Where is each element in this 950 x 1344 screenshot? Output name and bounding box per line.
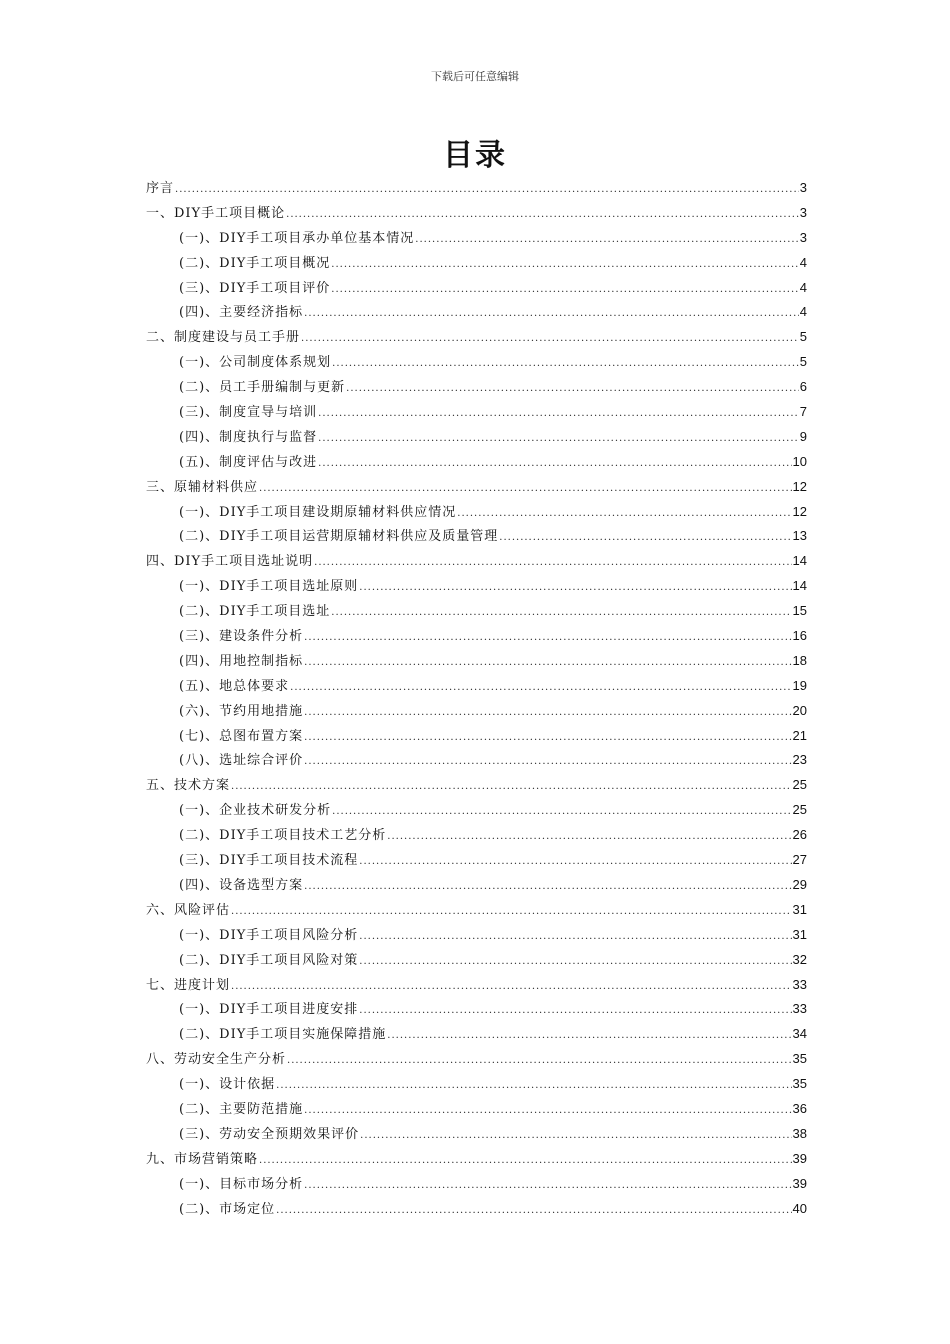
toc-dot-leader bbox=[359, 849, 791, 874]
toc-entry-page: 5 bbox=[799, 354, 807, 370]
toc-entry[interactable] bbox=[146, 350, 807, 375]
toc-dot-leader bbox=[304, 1173, 791, 1198]
toc-dot-leader bbox=[387, 1023, 791, 1048]
toc-entry-title: 七、进度计划 bbox=[146, 977, 231, 993]
toc-entry-page: 10 bbox=[792, 453, 807, 469]
toc-dot-leader bbox=[304, 700, 791, 725]
toc-dot-leader bbox=[304, 1098, 791, 1123]
toc-dot-leader bbox=[331, 600, 791, 625]
toc-entry-title: 九、市场营销策略 bbox=[146, 1151, 259, 1167]
toc-entry-page: 31 bbox=[792, 901, 807, 917]
toc-dot-leader bbox=[415, 227, 798, 252]
toc-entry-page: 40 bbox=[792, 1200, 807, 1216]
toc-entry-title: (三)、DIY手工项目技术流程 bbox=[179, 853, 359, 869]
toc-entry-title: (四)、主要经济指标 bbox=[179, 305, 304, 321]
toc-entry[interactable] bbox=[146, 524, 807, 549]
toc-entry[interactable] bbox=[146, 1197, 807, 1222]
toc-entry[interactable] bbox=[146, 251, 807, 276]
toc-entry[interactable] bbox=[146, 425, 807, 450]
toc-entry[interactable] bbox=[146, 549, 807, 574]
toc-entry[interactable] bbox=[146, 1047, 807, 1072]
toc-entry[interactable] bbox=[146, 649, 807, 674]
toc-dot-leader bbox=[231, 974, 792, 999]
toc-entry-title: (七)、总图布置方案 bbox=[179, 728, 304, 744]
toc-entry[interactable] bbox=[146, 798, 807, 823]
toc-entry[interactable] bbox=[146, 1022, 807, 1047]
toc-title: 目录 bbox=[443, 138, 507, 173]
toc-entry-page: 9 bbox=[799, 428, 807, 444]
toc-entry-title: (二)、主要防范措施 bbox=[179, 1101, 304, 1117]
toc-entry-page: 14 bbox=[792, 553, 807, 569]
toc-dot-leader bbox=[287, 1048, 792, 1073]
toc-entry[interactable] bbox=[146, 1122, 807, 1147]
toc-entry-title: (一)、DIY手工项目承办单位基本情况 bbox=[179, 230, 415, 246]
toc-entry-page: 3 bbox=[799, 204, 807, 220]
toc-entry[interactable] bbox=[146, 997, 807, 1022]
toc-entry-title: (一)、DIY手工项目风险分析 bbox=[179, 927, 359, 943]
toc-entry-title: (二)、DIY手工项目概况 bbox=[179, 255, 331, 271]
toc-dot-leader bbox=[331, 277, 798, 302]
toc-dot-leader bbox=[346, 376, 799, 401]
toc-dot-leader bbox=[359, 949, 791, 974]
toc-entry[interactable] bbox=[146, 873, 807, 898]
toc-entry[interactable] bbox=[146, 325, 807, 350]
toc-entry[interactable] bbox=[146, 276, 807, 301]
toc-entry-page: 38 bbox=[792, 1125, 807, 1141]
toc-entry-page: 6 bbox=[799, 379, 807, 395]
toc-entry-page: 13 bbox=[792, 528, 807, 544]
toc-entry-title: (二)、DIY手工项目风险对策 bbox=[179, 952, 359, 968]
toc-entry[interactable] bbox=[146, 973, 807, 998]
toc-dot-leader bbox=[286, 202, 799, 227]
toc-dot-leader bbox=[231, 774, 792, 799]
toc-dot-leader bbox=[499, 525, 791, 550]
toc-entry-page: 33 bbox=[792, 976, 807, 992]
toc-entry-page: 25 bbox=[792, 777, 807, 793]
toc-entry[interactable] bbox=[146, 176, 807, 201]
toc-entry[interactable] bbox=[146, 898, 807, 923]
toc-entry-page: 29 bbox=[792, 876, 807, 892]
toc-entry[interactable] bbox=[146, 674, 807, 699]
toc-entry-title: (一)、DIY手工项目建设期原辅材料供应情况 bbox=[179, 504, 457, 520]
toc-entry-title: (二)、DIY手工项目选址 bbox=[179, 604, 331, 620]
toc-entry-page: 12 bbox=[792, 503, 807, 519]
toc-dot-leader bbox=[331, 252, 798, 277]
toc-entry-title: (四)、用地控制指标 bbox=[179, 653, 304, 669]
toc-entry[interactable] bbox=[146, 201, 807, 226]
toc-entry[interactable] bbox=[146, 948, 807, 973]
toc-entry-page: 33 bbox=[792, 1001, 807, 1017]
toc-entry-page: 16 bbox=[792, 628, 807, 644]
toc-entry-title: 一、DIY手工项目概论 bbox=[146, 205, 286, 221]
toc-entry-page: 25 bbox=[792, 802, 807, 818]
toc-entry[interactable] bbox=[146, 823, 807, 848]
toc-entry-page: 32 bbox=[792, 951, 807, 967]
toc-entry-title: 二、制度建设与员工手册 bbox=[146, 330, 301, 346]
toc-entry-title: (一)、公司制度体系规划 bbox=[179, 355, 332, 371]
toc-entry-page: 4 bbox=[799, 304, 807, 320]
toc-entry-page: 4 bbox=[799, 279, 807, 295]
toc-entry-title: (三)、DIY手工项目评价 bbox=[179, 280, 331, 296]
toc-entry-title: (四)、设备选型方案 bbox=[179, 877, 304, 893]
toc-entry-title: (一)、DIY手工项目选址原则 bbox=[179, 579, 359, 595]
toc-dot-leader bbox=[457, 501, 791, 526]
toc-entry-page: 3 bbox=[799, 180, 807, 195]
toc-dot-leader bbox=[259, 1148, 792, 1173]
toc-entry[interactable] bbox=[146, 624, 807, 649]
toc-dot-leader bbox=[318, 401, 799, 426]
toc-dot-leader bbox=[231, 899, 792, 924]
toc-entry-page: 20 bbox=[792, 702, 807, 718]
toc-dot-leader bbox=[301, 326, 799, 351]
toc-dot-leader bbox=[276, 1198, 791, 1223]
toc-entry-title: 六、风险评估 bbox=[146, 902, 231, 918]
toc-dot-leader bbox=[318, 451, 791, 476]
toc-entry-title: (一)、目标市场分析 bbox=[179, 1176, 304, 1192]
toc-entry[interactable] bbox=[146, 1072, 807, 1097]
toc-entry[interactable] bbox=[146, 599, 807, 624]
toc-dot-leader bbox=[304, 874, 791, 899]
toc-entry[interactable] bbox=[146, 475, 807, 500]
toc-entry-title: (二)、员工手册编制与更新 bbox=[179, 380, 346, 396]
toc-dot-leader bbox=[387, 824, 791, 849]
toc-entry-page: 26 bbox=[792, 827, 807, 843]
toc-entry[interactable] bbox=[146, 724, 807, 749]
toc-entry[interactable] bbox=[146, 1172, 807, 1197]
toc-dot-leader bbox=[360, 1123, 791, 1148]
toc-dot-leader bbox=[259, 476, 792, 501]
toc-entry-title: (三)、制度宣导与培训 bbox=[179, 405, 318, 421]
toc-entry-title: (二)、DIY手工项目运营期原辅材料供应及质量管理 bbox=[179, 529, 499, 545]
toc-entry-page: 23 bbox=[792, 752, 807, 768]
toc-dot-leader bbox=[304, 749, 791, 774]
toc-dot-leader bbox=[359, 575, 791, 600]
toc-entry-title: (三)、劳动安全预期效果评价 bbox=[179, 1126, 360, 1142]
toc-entry-page: 14 bbox=[792, 578, 807, 594]
header-note: 下载后可任意编辑 bbox=[431, 70, 519, 83]
toc-entry-page: 21 bbox=[792, 727, 807, 743]
toc-entry[interactable] bbox=[146, 375, 807, 400]
toc-dot-leader bbox=[314, 550, 791, 575]
toc-entry-page: 36 bbox=[792, 1100, 807, 1116]
toc-entry[interactable] bbox=[146, 773, 807, 798]
toc-entry[interactable] bbox=[146, 1147, 807, 1172]
toc-dot-leader bbox=[304, 650, 791, 675]
toc-entry-title: 五、技术方案 bbox=[146, 778, 231, 794]
toc-entry-title: (二)、DIY手工项目技术工艺分析 bbox=[179, 828, 387, 844]
toc-entry-page: 3 bbox=[799, 229, 807, 245]
toc-entry-page: 39 bbox=[792, 1175, 807, 1191]
toc-dot-leader bbox=[304, 625, 791, 650]
toc-entry-title: (一)、设计依据 bbox=[179, 1077, 276, 1093]
toc-dot-leader bbox=[318, 426, 799, 451]
toc-entry[interactable] bbox=[146, 848, 807, 873]
toc-entry-page: 7 bbox=[799, 404, 807, 420]
toc-entry-title: 四、DIY手工项目选址说明 bbox=[146, 554, 314, 570]
toc-entry-title: (四)、制度执行与监督 bbox=[179, 429, 318, 445]
toc-entry-page: 39 bbox=[792, 1150, 807, 1166]
toc-entry[interactable] bbox=[146, 699, 807, 724]
toc-dot-leader bbox=[290, 675, 791, 700]
toc-entry-page: 31 bbox=[792, 926, 807, 942]
toc-entry[interactable] bbox=[146, 500, 807, 525]
toc-entry-title: (二)、市场定位 bbox=[179, 1201, 276, 1217]
toc-entry[interactable] bbox=[146, 300, 807, 325]
toc-entry-page: 4 bbox=[799, 254, 807, 270]
toc-entry[interactable] bbox=[146, 450, 807, 475]
toc-list bbox=[146, 176, 807, 1221]
toc-entry-page: 34 bbox=[792, 1026, 807, 1042]
toc-dot-leader bbox=[332, 351, 799, 376]
toc-entry-title: (一)、企业技术研发分析 bbox=[179, 803, 332, 819]
toc-entry[interactable] bbox=[146, 923, 807, 948]
toc-entry-page: 12 bbox=[792, 478, 807, 494]
toc-entry-title: 八、劳动安全生产分析 bbox=[146, 1052, 287, 1068]
toc-dot-leader bbox=[276, 1073, 791, 1098]
toc-entry-title: (二)、DIY手工项目实施保障措施 bbox=[179, 1027, 387, 1043]
toc-entry-page: 35 bbox=[792, 1076, 807, 1092]
toc-entry-page: 27 bbox=[792, 852, 807, 868]
toc-entry[interactable] bbox=[146, 400, 807, 425]
toc-entry[interactable] bbox=[146, 748, 807, 773]
toc-entry[interactable] bbox=[146, 574, 807, 599]
toc-entry-title: 三、原辅材料供应 bbox=[146, 479, 259, 495]
toc-entry-title: (八)、选址综合评价 bbox=[179, 753, 304, 769]
toc-entry-title: (三)、建设条件分析 bbox=[179, 629, 304, 645]
toc-entry-page: 15 bbox=[792, 603, 807, 619]
toc-entry-title: (五)、地总体要求 bbox=[179, 678, 290, 694]
toc-dot-leader bbox=[359, 998, 791, 1023]
toc-entry-title: (六)、节约用地措施 bbox=[179, 703, 304, 719]
toc-dot-leader bbox=[304, 301, 799, 326]
toc-entry-title: (五)、制度评估与改进 bbox=[179, 454, 318, 470]
toc-entry-page: 5 bbox=[799, 329, 807, 345]
toc-entry-title: (一)、DIY手工项目进度安排 bbox=[179, 1002, 359, 1018]
toc-entry-page: 18 bbox=[792, 652, 807, 668]
toc-entry[interactable] bbox=[146, 1097, 807, 1122]
toc-dot-leader bbox=[359, 924, 791, 949]
toc-entry[interactable] bbox=[146, 226, 807, 251]
toc-dot-leader bbox=[175, 177, 799, 202]
toc-entry-title: 序言 bbox=[146, 181, 175, 196]
toc-entry-page: 19 bbox=[792, 677, 807, 693]
toc-dot-leader bbox=[304, 725, 791, 750]
toc-entry-page: 35 bbox=[792, 1051, 807, 1067]
toc-dot-leader bbox=[332, 799, 791, 824]
